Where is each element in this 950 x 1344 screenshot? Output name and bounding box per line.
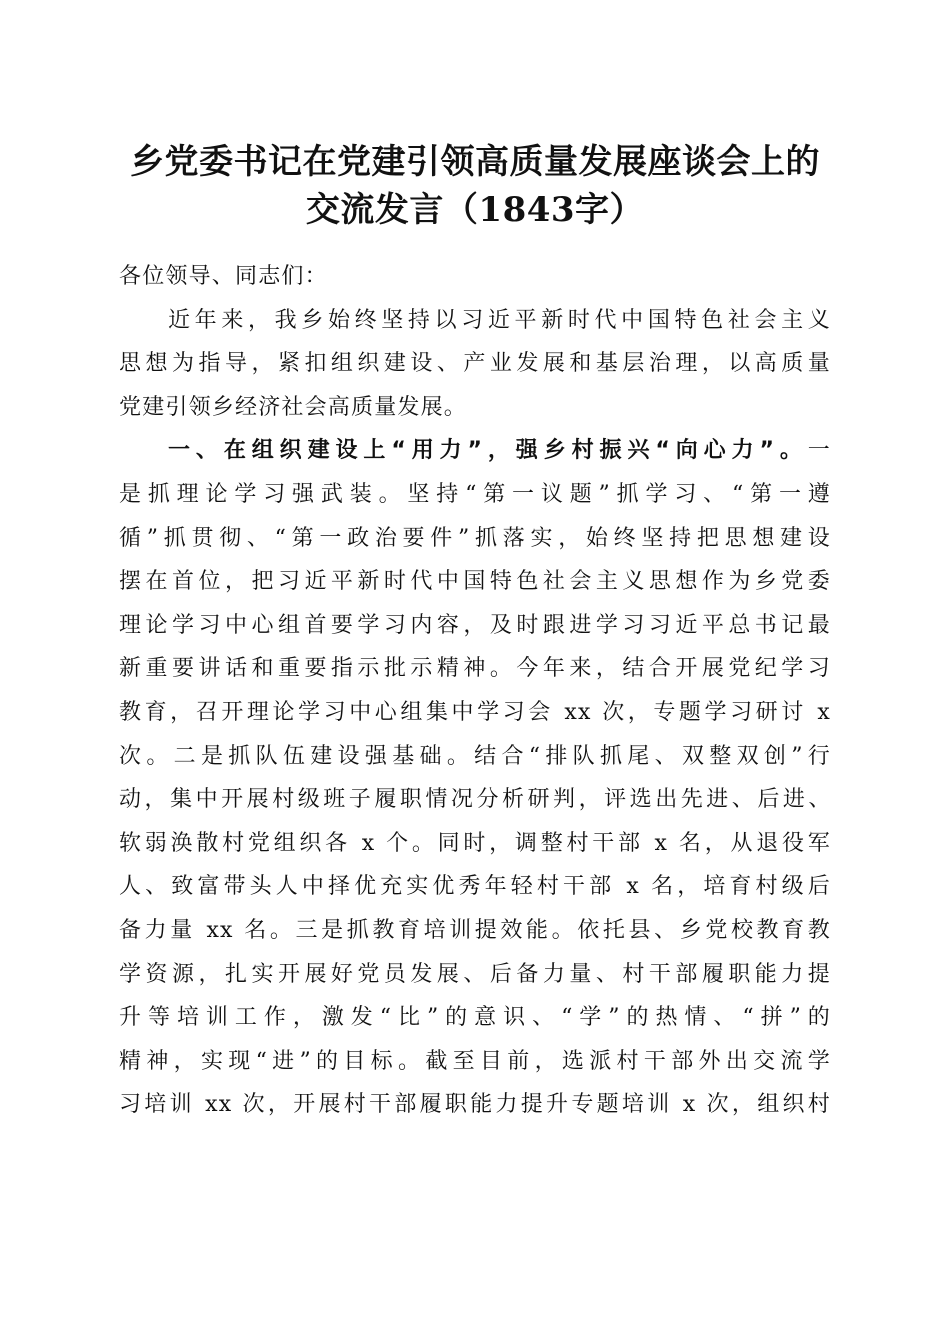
paragraph-line: 次。二是抓队伍建设强基础。结合“排队抓尾、双整双创”行: [119, 743, 831, 769]
paragraph-line: 是抓理论学习强武装。坚持“第一议题”抓学习、“第一遵: [119, 481, 831, 507]
salutation: 各位领导、同志们：: [119, 264, 328, 289]
paragraph-line: 习培训 xx 次，开展村干部履职能力提升专题培训 x 次，组织村: [119, 1092, 831, 1118]
paragraph-line: 备力量 xx 名。三是抓教育培训提效能。依托县、乡党校教育教: [119, 917, 831, 943]
paragraph-line: 人、致富带头人中择优充实优秀年轻村干部 x 名，培育村级后: [119, 874, 831, 900]
paragraph-line: 学资源，扎实开展好党员发展、后备力量、村干部履职能力提: [119, 961, 831, 987]
paragraph-line: 新重要讲话和重要指示批示精神。今年来，结合开展党纪学习: [119, 656, 831, 682]
paragraph-line: 升等培训工作，激发“比”的意识、“学”的热情、“拼”的: [119, 1005, 831, 1031]
paragraph-line: 摆在首位，把习近平新时代中国特色社会主义思想作为乡党委: [119, 569, 831, 595]
paragraph-line: 理论学习中心组首要学习内容，及时跟进学习习近平总书记最: [119, 612, 831, 638]
section-1-heading-tail: 一: [807, 438, 831, 464]
paragraph-line: 软弱涣散村党组织各 x 个。同时，调整村干部 x 名，从退役军: [119, 830, 831, 856]
paragraph-line: 循”抓贯彻、“第一政治要件”抓落实，始终坚持把思想建设: [119, 525, 831, 551]
section-1-heading-line: [119, 429, 831, 473]
title-line-1: 乡党委书记在党建引领高质量发展座谈会上的: [130, 142, 820, 182]
intro-line: 党建引领乡经济社会高质量发展。: [119, 394, 468, 420]
document-body: [119, 255, 831, 1127]
paragraph-line: 教育，召开理论学习中心组集中学习会 xx 次，专题学习研讨 x: [119, 699, 831, 725]
intro-line: 思想为指导，紧扣组织建设、产业发展和基层治理，以高质量: [119, 351, 831, 377]
paragraph-line: 动，集中开展村级班子履职情况分析研判，评选出先进、后进、: [119, 787, 831, 813]
title-line-2: 交流发言（1843字）: [305, 190, 645, 230]
paragraph-line: 精神，实现“进”的目标。截至目前，选派村干部外出交流学: [119, 1048, 831, 1074]
document-title: [80, 138, 870, 234]
section-1-heading: 一、在组织建设上“用力”，强乡村振兴“向心力”。: [168, 438, 808, 464]
intro-line: 近年来，我乡始终坚持以习近平新时代中国特色社会主义: [168, 307, 831, 333]
